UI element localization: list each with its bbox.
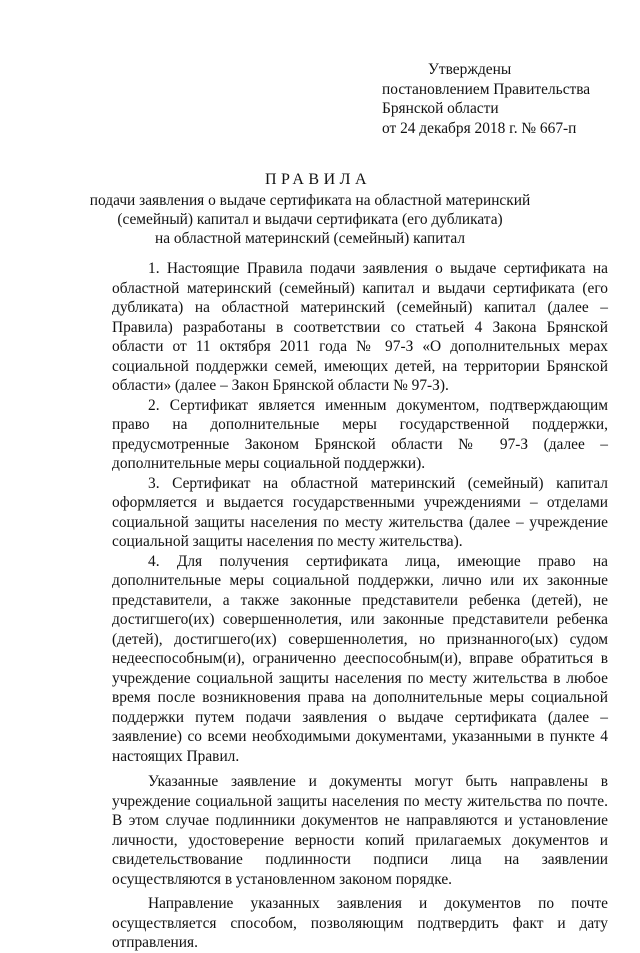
subtitle-line-2: (семейный) капитал и выдачи сертификата (его дубликата) — [117, 211, 503, 228]
document-title: ПРАВИЛА — [264, 171, 372, 188]
paragraph-1: 1. Настоящие Правила подачи заявления о выдаче сертификата на областной материнский (семейный) капитал и выдачи сертификата (его дубликата) на областной материнский (семейный) капитал (далее – Правила) разработаны в соответствии со статьей 4 Закона Брянской области от 11 октября 2011 года № 97-З «О дополнительных мерах социальной поддержки семей, имеющих детей, на территории Брянской области» (далее – Закон Брянской области № 97-З). — [112, 260, 608, 394]
subtitle-line-1: подачи заявления о выдаче сертификата на областной материнский — [89, 192, 531, 209]
paragraph-5: Указанные заявление и документы могут быть направлены в учреждение социальной защиты населения по месту жительства по почте. В этом случае подлинники документов не направляются и установление личности, удостоверение верности копий прилагаемых документов и свидетельствование подлинности подписи лица на заявлении осуществляются в установленном законом порядке. — [112, 773, 608, 888]
paragraph-3: 3. Сертификат на областной материнский (семейный) капитал оформляется и выдается государственными учреждениями – отделами социальной защиты населения по месту жительства (далее – учреждение социальной защиты населения по месту жительства). — [112, 474, 608, 550]
approval-line-2: постановлением Правительства — [382, 80, 591, 98]
document-subtitle — [60, 191, 560, 248]
approval-line-3: Брянской области — [382, 100, 499, 117]
approval-stamp — [382, 60, 632, 138]
paragraph-2: 2. Сертификат является именным документом, подтверждающим право на дополнительные меры государственной поддержки, предусмотренные Законом Брянской области № 97-З (далее – дополнительные меры социальной поддержки). — [112, 396, 608, 472]
approval-line-4: от 24 декабря 2018 г. № 667-п — [382, 119, 577, 137]
document-body — [112, 259, 608, 953]
document-header — [60, 170, 560, 248]
subtitle-line-3: на областной материнский (семейный) капитал — [154, 230, 466, 247]
approval-line-1: Утверждены — [428, 61, 512, 78]
paragraph-6: Направление указанных заявления и документов по почте осуществляется способом, позволяющим подтвердить факт и дату отправления. — [112, 895, 608, 951]
paragraph-4: 4. Для получения сертификата лица, имеющие право на дополнительные меры социальной поддержки, лично или их законные представители, а также законные представители ребенка (детей), не достигшего(их) совершеннолетия, или законные представители ребенка (детей), достигшего(их) совершеннолетия, но признанного(ых) судом недееспособным(и), ограниченно дееспособным(и), вправе обратиться в учреждение социальной защиты населения по месту жительства в любое время после возникновения права на дополнительные меры социальной поддержки путем подачи заявления о выдаче сертификата (далее – заявление) со всеми необходимыми документами, указанными в пункте 4 настоящих Правил. — [112, 552, 608, 765]
